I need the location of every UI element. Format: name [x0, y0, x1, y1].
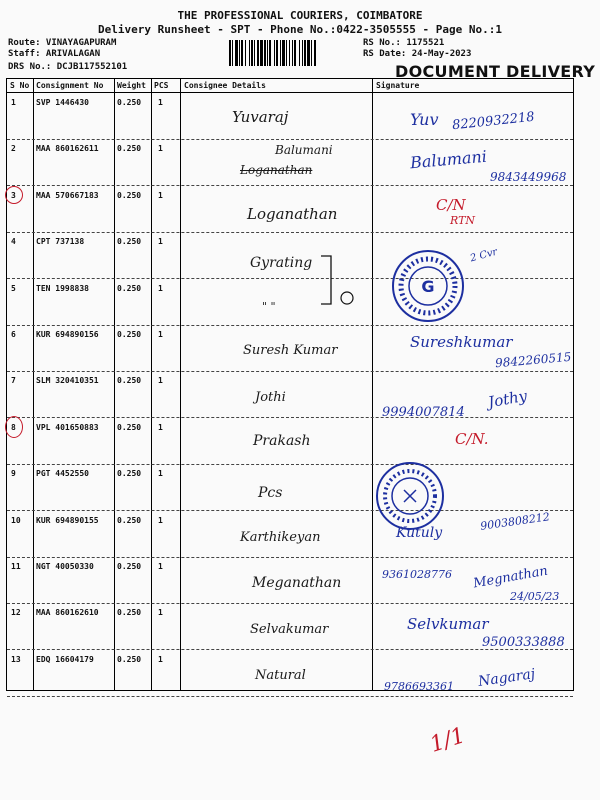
weight-cell: 0.250 [117, 422, 142, 432]
sno-cell: 10 [11, 515, 21, 525]
document-delivery-stamp: DOCUMENT DELIVERY [395, 62, 596, 81]
sno-cell: 13 [11, 654, 21, 664]
consignee-handwriting: Balumani [275, 143, 333, 157]
consignee-struck-name: Loganathan [240, 163, 313, 177]
rs-number: RS No.: 1175521 [363, 38, 445, 48]
barcode-bar [280, 40, 281, 66]
barcode-bar [260, 40, 263, 66]
pcs-cell: 1 [158, 469, 163, 479]
consignment-no-cell: KUR 694890156 [36, 330, 99, 339]
col-header-pcs: PCS [154, 81, 169, 90]
weight-cell: 0.250 [117, 190, 142, 200]
col-header-signature: Signature [376, 81, 420, 90]
barcode-bar [264, 40, 266, 66]
consignee-handwriting: Prakash [253, 433, 311, 449]
pcs-cell: 1 [158, 190, 163, 200]
phone-number: 9994007814 [382, 405, 465, 420]
col-header-consignment: Consignment No [36, 81, 104, 90]
barcode-bar [282, 40, 285, 66]
signature: Nagaraj [477, 666, 537, 690]
weight-cell: 0.250 [117, 469, 142, 479]
phone-number: 8220932218 [451, 109, 536, 134]
table-row [7, 280, 573, 326]
consignment-no-cell: CPT 737138 [36, 237, 85, 247]
weight-cell: 0.250 [117, 330, 142, 339]
consignee-handwriting: Gyrating [250, 255, 313, 271]
barcode-bar [307, 40, 310, 66]
weight-cell: 0.250 [117, 144, 142, 154]
sno-cell: 6 [11, 330, 16, 339]
barcode-bar [314, 40, 316, 66]
pcs-cell: 1 [158, 376, 163, 386]
barcode-bar [245, 40, 246, 66]
barcode-bar [276, 40, 278, 66]
col-header-consignee: Consignee Details [184, 81, 266, 90]
barcode-bar [289, 40, 290, 66]
bracket-mark [317, 250, 357, 310]
company-title: THE PROFESSIONAL COURIERS, COIMBATORE [177, 9, 423, 22]
barcode-bar [267, 40, 268, 66]
sno-cell: 9 [11, 469, 16, 479]
company-seal-icon [374, 460, 446, 532]
phone-number: 9843449968 [490, 170, 567, 184]
barcode-bar [304, 40, 306, 66]
weight-cell: 0.250 [117, 515, 142, 525]
consignment-no-cell: MAA 860162610 [36, 608, 99, 618]
signature: Kutuly [396, 525, 443, 541]
sno-cell: 5 [11, 283, 16, 293]
pcs-cell: 1 [158, 654, 163, 664]
pcs-cell: 1 [158, 330, 163, 339]
barcode-bar [254, 40, 255, 66]
signature: Sureshkumar [410, 333, 513, 351]
barcode-bar [311, 40, 312, 66]
signature: Balumani [409, 146, 488, 173]
pcs-cell: 1 [158, 608, 163, 618]
pcs-cell: 1 [158, 144, 163, 154]
barcode-bar [292, 40, 293, 66]
consignee-handwriting: Natural [255, 668, 306, 683]
pcs-cell: 1 [158, 98, 163, 107]
barcode-bar [229, 40, 231, 66]
weight-cell: 0.250 [117, 376, 142, 386]
cover-note: 2 Cvr [469, 246, 499, 265]
weight-cell: 0.250 [117, 283, 142, 293]
consignment-no-cell: MAA 570667183 [36, 190, 99, 200]
rs-date: RS Date: 24-May-2023 [363, 49, 472, 59]
barcode [229, 40, 355, 66]
barcode-bar [286, 40, 287, 66]
barcode-bar [251, 40, 253, 66]
consignment-no-cell: MAA 860162611 [36, 144, 99, 154]
page-mark: 1/1 [427, 723, 469, 758]
consignee-handwriting: Karthikeyan [240, 530, 321, 545]
table-row [7, 465, 573, 511]
col-header-sno: S No [10, 81, 30, 90]
pcs-cell: 1 [158, 283, 163, 293]
consignee-handwriting: Jothi [255, 390, 286, 405]
circle-mark [5, 416, 23, 438]
runsheet-title: Delivery Runsheet - SPT - Phone No.:0422-3505555 - Page No.:1 [98, 23, 502, 36]
cn-note: C/N [436, 196, 466, 214]
sno-cell: 12 [11, 608, 21, 618]
weight-cell: 0.250 [117, 98, 142, 107]
sno-cell: 7 [11, 376, 16, 386]
company-seal-icon [390, 248, 466, 324]
sno-cell: 1 [11, 98, 16, 107]
pcs-cell: 1 [158, 515, 163, 525]
cn-note: C/N. [455, 430, 489, 448]
weight-cell: 0.250 [117, 608, 142, 618]
sno-cell: 11 [11, 562, 21, 571]
consignment-no-cell: TEN 1998838 [36, 283, 89, 293]
weight-cell: 0.250 [117, 562, 142, 571]
consignee-handwriting: Meganathan [252, 575, 342, 591]
consignee-handwriting: Loganathan [247, 205, 338, 223]
barcode-bar [232, 40, 233, 66]
sno-cell: 3 [11, 190, 16, 200]
row-separator [7, 696, 573, 697]
barcode-bar [302, 40, 303, 66]
sno-cell: 4 [11, 237, 16, 247]
consignee-handwriting: Pcs [258, 485, 283, 501]
circle-mark [5, 186, 23, 204]
route-label: Route: VINAYAGAPURAM [8, 38, 117, 48]
sno-cell: 8 [11, 422, 16, 432]
phone-number: 9842260515 [494, 349, 572, 371]
weight-cell: 0.250 [117, 654, 142, 664]
consignment-no-cell: SVP 1446430 [36, 98, 89, 107]
drs-number: DRS No.: DCJB117552101 [8, 62, 128, 72]
consignment-no-cell: NGT 40050330 [36, 562, 94, 571]
sno-cell: 2 [11, 144, 16, 154]
phone-number: 9786693361 [384, 680, 454, 693]
barcode-bar [257, 40, 259, 66]
signature: Megnathan [472, 563, 549, 592]
barcode-bar [269, 40, 271, 66]
consignment-no-cell: PGT 4452550 [36, 469, 89, 479]
consignee-ditto: " " [262, 300, 276, 313]
svg-text:G: G [421, 277, 435, 296]
barcode-bar [235, 40, 238, 66]
phone-number: 9003808212 [479, 510, 551, 533]
consignee-handwriting: Suresh Kumar [243, 343, 338, 358]
col-header-weight: Weight [117, 81, 146, 90]
pcs-cell: 1 [158, 422, 163, 432]
barcode-bar [249, 40, 250, 66]
staff-label: Staff: ARIVALAGAN [8, 49, 101, 59]
consignee-handwriting: Yuvaraj [232, 108, 289, 126]
pcs-cell: 1 [158, 562, 163, 571]
phone-number: 9361028776 [382, 568, 452, 581]
signature: Jothy [486, 386, 529, 412]
barcode-bar [241, 40, 243, 66]
pcs-cell: 1 [158, 237, 163, 247]
signature: Yuv [410, 110, 439, 129]
delivery-date: 24/05/23 [510, 590, 560, 603]
consignment-no-cell: VPL 401650883 [36, 422, 99, 432]
barcode-bar [299, 40, 300, 66]
signature: Selvkumar [407, 615, 489, 633]
consignment-no-cell: KUR 694890155 [36, 515, 99, 525]
consignee-handwriting: Selvakumar [250, 622, 329, 637]
barcode-bar [294, 40, 296, 66]
phone-number: 9500333888 [482, 635, 565, 650]
weight-cell: 0.250 [117, 237, 142, 247]
consignment-no-cell: SLM 320410351 [36, 376, 99, 386]
barcode-bar [239, 40, 240, 66]
barcode-bar [274, 40, 275, 66]
consignment-no-cell: EDQ 16604179 [36, 654, 94, 664]
rtn-note: RTN [450, 214, 476, 227]
